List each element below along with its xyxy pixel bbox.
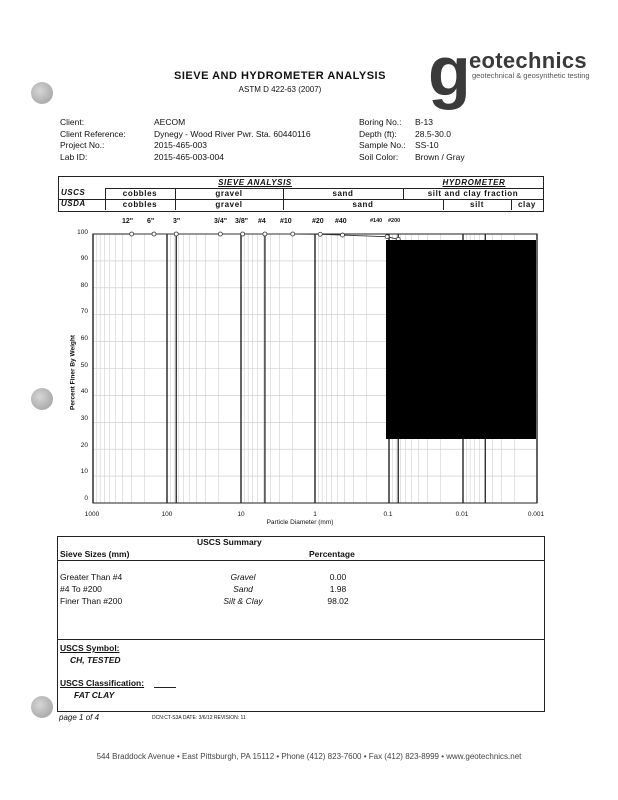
redaction-block <box>386 240 536 439</box>
info-label: Client Reference: <box>60 128 126 139</box>
test-standard: ASTM D 422-63 (2007) <box>238 85 322 94</box>
x-tick-label: 10 <box>237 511 245 518</box>
info-label: Depth (ft): <box>359 128 397 139</box>
summary-size: Finer Than #200 <box>60 596 123 606</box>
summary-col-percentage: Percentage <box>309 549 355 559</box>
y-axis-label: Percent Finer By Weight <box>69 335 77 411</box>
info-label: Lab ID: <box>60 151 88 162</box>
usda-gravel: gravel <box>215 200 243 209</box>
uscs-classification-label: USCS Classification: <box>60 678 145 688</box>
uscs-summary-box <box>57 536 545 712</box>
y-tick-label: 90 <box>80 255 88 262</box>
uscs-silt-clay: silt and clay fraction <box>427 189 519 198</box>
info-value: Brown / Gray <box>415 151 465 162</box>
uscs-classification-value: FAT CLAY <box>74 690 115 700</box>
x-tick-label: 0.01 <box>455 511 469 518</box>
summary-type: Sand <box>233 584 253 594</box>
usda-silt: silt <box>470 200 484 209</box>
data-point <box>174 232 178 236</box>
info-value: 2015-465-003 <box>154 140 207 150</box>
sieve-label: 3" <box>173 218 181 225</box>
summary-type: Silt & Clay <box>223 596 263 606</box>
sieve-label: 12" <box>122 218 134 225</box>
info-value: AECOM <box>154 117 186 127</box>
document-code: DCN:CT-S3A DATE: 3/6/12 REVISION: 11 <box>152 715 246 721</box>
uscs-cobbles: cobbles <box>122 189 158 198</box>
summary-percentage: 1.98 <box>329 584 347 594</box>
sieve-label: #40 <box>335 218 347 225</box>
summary-divider <box>58 639 544 640</box>
summary-col-sieve: Sieve Sizes (mm) <box>60 549 130 559</box>
uscs-symbol-label: USCS Symbol: <box>60 643 120 653</box>
x-axis-label: Particle Diameter (mm) <box>266 519 334 526</box>
data-point <box>130 232 134 236</box>
sieve-label: 6" <box>147 218 155 225</box>
data-point <box>340 233 344 237</box>
sieve-analysis-header: SIEVE ANALYSIS <box>218 178 292 187</box>
page-title: SIEVE AND HYDROMETER ANALYSIS <box>174 70 386 82</box>
y-tick-label: 0 <box>84 495 88 502</box>
sieve-label: #4 <box>258 218 266 225</box>
y-tick-label: 80 <box>80 282 88 289</box>
data-point <box>385 235 389 239</box>
summary-percentage: 98.02 <box>327 596 349 606</box>
data-point <box>152 232 156 236</box>
info-value: 28.5-30.0 <box>415 128 451 139</box>
y-tick-label: 10 <box>80 468 88 475</box>
usda-cobbles: cobbles <box>122 200 158 209</box>
data-point <box>291 232 295 236</box>
y-tick-label: 50 <box>80 362 88 369</box>
y-tick-label: 70 <box>80 308 88 315</box>
uscs-sand: sand <box>332 189 354 198</box>
x-tick-label: 0.1 <box>383 511 393 518</box>
y-tick-label: 20 <box>80 442 88 449</box>
summary-size: #4 To #200 <box>60 584 102 594</box>
footer-address: 544 Braddock Avenue • East Pittsburgh, PA 15112 • Phone (412) 823-7600 • Fax (412) 823-8999 • www.geotechnics.net <box>96 752 522 761</box>
info-label: Soil Color: <box>359 151 399 162</box>
data-point <box>218 232 222 236</box>
y-tick-label: 60 <box>80 335 88 342</box>
summary-type: Gravel <box>230 572 256 582</box>
logo-name: eotechnics <box>469 48 587 73</box>
info-label: Client: <box>60 117 85 127</box>
summary-size: Greater Than #4 <box>60 572 123 582</box>
sieve-label: #20 <box>312 218 324 225</box>
info-label: Sample No.: <box>359 140 406 150</box>
sieve-label: 3/4" <box>214 218 228 225</box>
info-value: SS-10 <box>415 140 439 150</box>
sieve-label: #140 <box>370 218 383 224</box>
uscs-gravel: gravel <box>215 189 243 198</box>
info-value: Dynegy - Wood River Pwr. Sta. 60440116 <box>154 128 311 139</box>
classification-underline <box>154 687 176 688</box>
summary-divider <box>58 560 544 561</box>
y-tick-label: 30 <box>80 415 88 422</box>
summary-percentage: 0.00 <box>329 572 347 582</box>
x-tick-label: 1 <box>313 511 317 518</box>
x-tick-label: 1000 <box>84 511 100 518</box>
info-label: Project No.: <box>60 140 105 150</box>
usda-row-label: USDA <box>61 199 86 208</box>
sieve-label: #10 <box>280 218 292 225</box>
hydrometer-header: HYDROMETER <box>442 178 506 187</box>
y-tick-label: 100 <box>77 229 88 236</box>
usda-sand: sand <box>352 200 374 209</box>
data-point <box>318 232 322 236</box>
data-point <box>241 232 245 236</box>
data-point <box>263 232 267 236</box>
uscs-row-label: USCS <box>61 188 86 197</box>
sieve-label: #200 <box>388 218 401 224</box>
logo-letter: g <box>428 32 471 110</box>
x-tick-label: 0.001 <box>527 511 545 518</box>
summary-title: USCS Summary <box>197 537 262 547</box>
page-number: page 1 of 4 <box>59 713 100 722</box>
uscs-symbol-value: CH, TESTED <box>70 655 121 665</box>
usda-clay: clay <box>518 200 536 209</box>
binder-hole-bottom <box>31 696 53 718</box>
info-value: B-13 <box>415 117 433 127</box>
logo-tagline: geotechnical & geosynthetic testing <box>472 71 590 80</box>
info-label: Boring No.: <box>359 117 402 127</box>
sieve-label: 3/8" <box>235 218 249 225</box>
y-tick-label: 40 <box>80 388 88 395</box>
x-tick-label: 100 <box>161 511 173 518</box>
info-value: 2015-465-003-004 <box>154 151 224 162</box>
